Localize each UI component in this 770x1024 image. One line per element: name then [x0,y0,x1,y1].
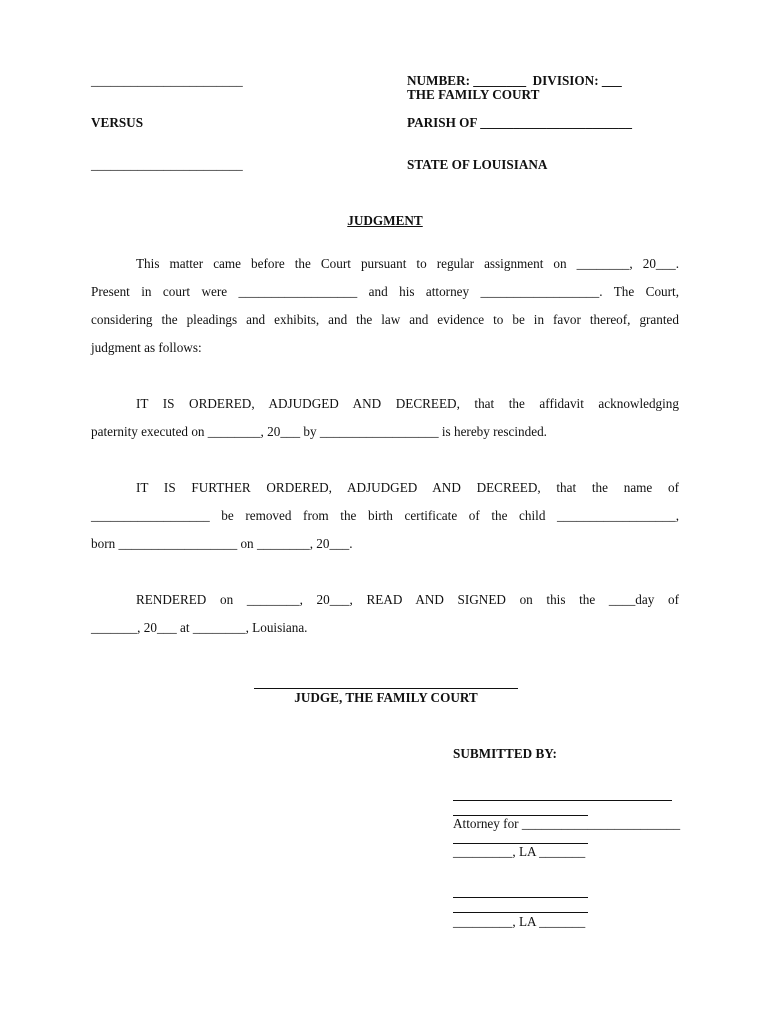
address-line-2b [453,912,588,913]
paragraph-1-line-4: judgment as follows: [91,340,202,355]
defendant-name-blank: _______________________ [91,157,243,172]
paragraph-1-line-2: Present in court were __________________ and his attorney __________________. The Court, [91,284,679,299]
attorney-for-line: Attorney for ________________________ [453,816,681,831]
parish-line: PARISH OF _______________________ [407,115,632,130]
attorney-city-state-2: _________, LA _______ [453,914,586,929]
paragraph-2-line-2: paternity executed on ________, 20___ by __________________ is hereby rescinded. [91,424,547,439]
paragraph-3-line-2: __________________ be removed from the birth certificate of the child __________________, [91,508,679,523]
paragraph-3-line-1: IT IS FURTHER ORDERED, ADJUDGED AND DECREED, that the name of [136,480,679,495]
paragraph-1-line-1: This matter came before the Court pursuant to regular assignment on ________, 20___. [136,256,679,271]
submitted-by-label: SUBMITTED BY: [453,746,557,761]
paragraph-1-line-3: considering the pleadings and exhibits, and the law and evidence to be in favor thereof, granted [91,312,679,327]
judge-signature-line [254,688,518,689]
case-number-division: NUMBER: ________ DIVISION: ___ [407,73,622,88]
paragraph-4-line-2: _______, 20___ at ________, Louisiana. [91,620,308,635]
paragraph-4-line-1: RENDERED on ________, 20___, READ AND SIGNED on this the ____day of [136,592,679,607]
attorney-city-state-1: _________, LA _______ [453,844,586,859]
judge-signature-label: JUDGE, THE FAMILY COURT [294,690,478,705]
state-line: STATE OF LOUISIANA [407,157,548,172]
paragraph-3-line-3: born __________________ on ________, 20___. [91,536,353,551]
document-title: JUDGMENT [347,213,423,228]
attorney-signature-line [453,800,672,801]
address-line-2a [453,897,588,898]
court-name: THE FAMILY COURT [407,87,540,102]
paragraph-2-line-1: IT IS ORDERED, ADJUDGED AND DECREED, that the affidavit acknowledging [136,396,679,411]
plaintiff-name-blank: _______________________ [91,73,243,88]
versus-label: VERSUS [91,115,144,130]
